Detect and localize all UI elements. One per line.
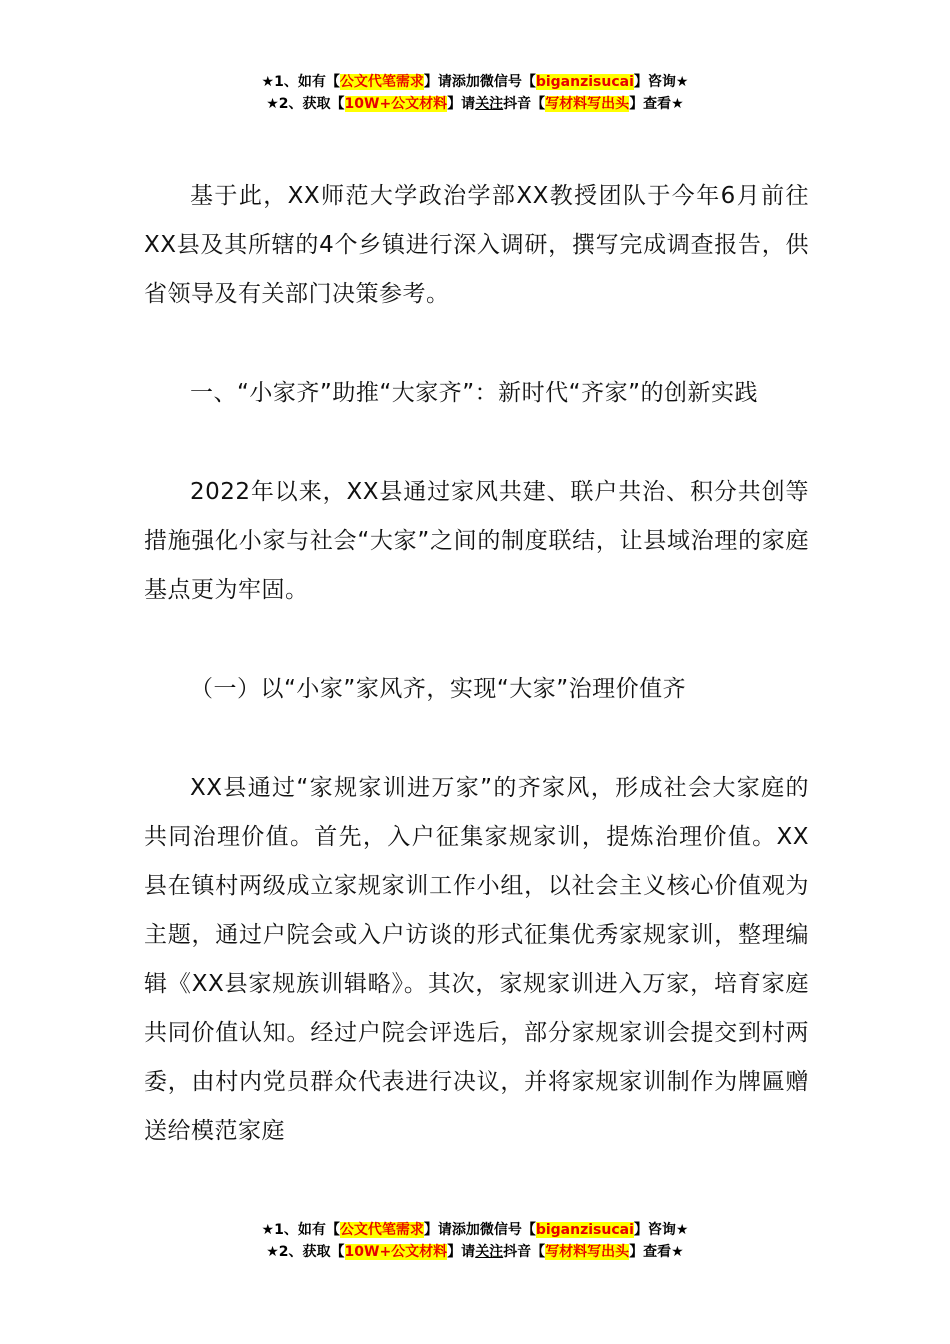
document-body xyxy=(144,172,809,1156)
banner-highlight: 公文代笔需求 xyxy=(339,1222,424,1238)
banner-line-1 xyxy=(0,1219,950,1241)
paragraph: 基于此，XX师范大学政治学部XX教授团队于今年6月前往XX县及其所辖的4个乡镇进行深入调研，撰写完成调查报告，供省领导及有关部门决策参考。 xyxy=(144,183,809,307)
banner-underlined: 关注 xyxy=(475,1244,504,1260)
banner-douyin-id: 写材料写出头 xyxy=(545,1244,630,1260)
banner-line-2 xyxy=(0,93,950,115)
banner-text: 】请 xyxy=(447,96,476,112)
subsection-heading: （一）以“小家”家风齐，实现“大家”治理价值齐 xyxy=(190,676,687,702)
banner-text: 】请 xyxy=(447,1244,476,1260)
banner-text: 】咨询★ xyxy=(633,74,689,90)
banner-text: ★1、如有【 xyxy=(261,74,340,90)
banner-text: 】咨询★ xyxy=(633,1222,689,1238)
section-heading: 一、“小家齐”助推“大家齐”：新时代“齐家”的创新实践 xyxy=(190,380,758,406)
banner-text: ★1、如有【 xyxy=(261,1222,340,1238)
header-banner xyxy=(0,71,950,115)
banner-text: 抖音【 xyxy=(503,96,546,112)
banner-text: ★2、获取【 xyxy=(266,1244,345,1260)
banner-highlight: 10W+公文材料 xyxy=(344,96,448,112)
banner-line-2 xyxy=(0,1241,950,1263)
banner-wechat-id: biganzisucai xyxy=(535,1222,634,1238)
banner-line-1 xyxy=(0,71,950,93)
paragraph: XX县通过“家规家训进万家”的齐家风，形成社会大家庭的共同治理价值。首先，入户征集家规家训，提炼治理价值。XX县在镇村两级成立家规家训工作小组，以社会主义核心价值观为主题，通过户院会或入户访谈的形式征集优秀家规家训，整理编辑《XX县家规族训辑略》。其次，家规家训进入万家，培育家庭共同价值认知。经过户院会评选后，部分家规家训会提交到村两委，由村内党员群众代表进行决议，并将家规家训制作为牌匾赠送给模范家庭 xyxy=(144,775,809,1144)
banner-highlight: 公文代笔需求 xyxy=(339,74,424,90)
banner-douyin-id: 写材料写出头 xyxy=(545,96,630,112)
banner-text: 抖音【 xyxy=(503,1244,546,1260)
banner-text: 】请添加微信号【 xyxy=(423,74,536,90)
banner-highlight: 10W+公文材料 xyxy=(344,1244,448,1260)
banner-text: 】请添加微信号【 xyxy=(423,1222,536,1238)
banner-text: 】查看★ xyxy=(629,1244,684,1260)
banner-wechat-id: biganzisucai xyxy=(535,74,634,90)
banner-text: 】查看★ xyxy=(629,96,684,112)
footer-banner xyxy=(0,1219,950,1263)
paragraph: 2022年以来，XX县通过家风共建、联户共治、积分共创等措施强化小家与社会“大家”之间的制度联结，让县域治理的家庭基点更为牢固。 xyxy=(144,479,809,603)
banner-text: ★2、获取【 xyxy=(266,96,345,112)
banner-underlined: 关注 xyxy=(475,96,504,112)
